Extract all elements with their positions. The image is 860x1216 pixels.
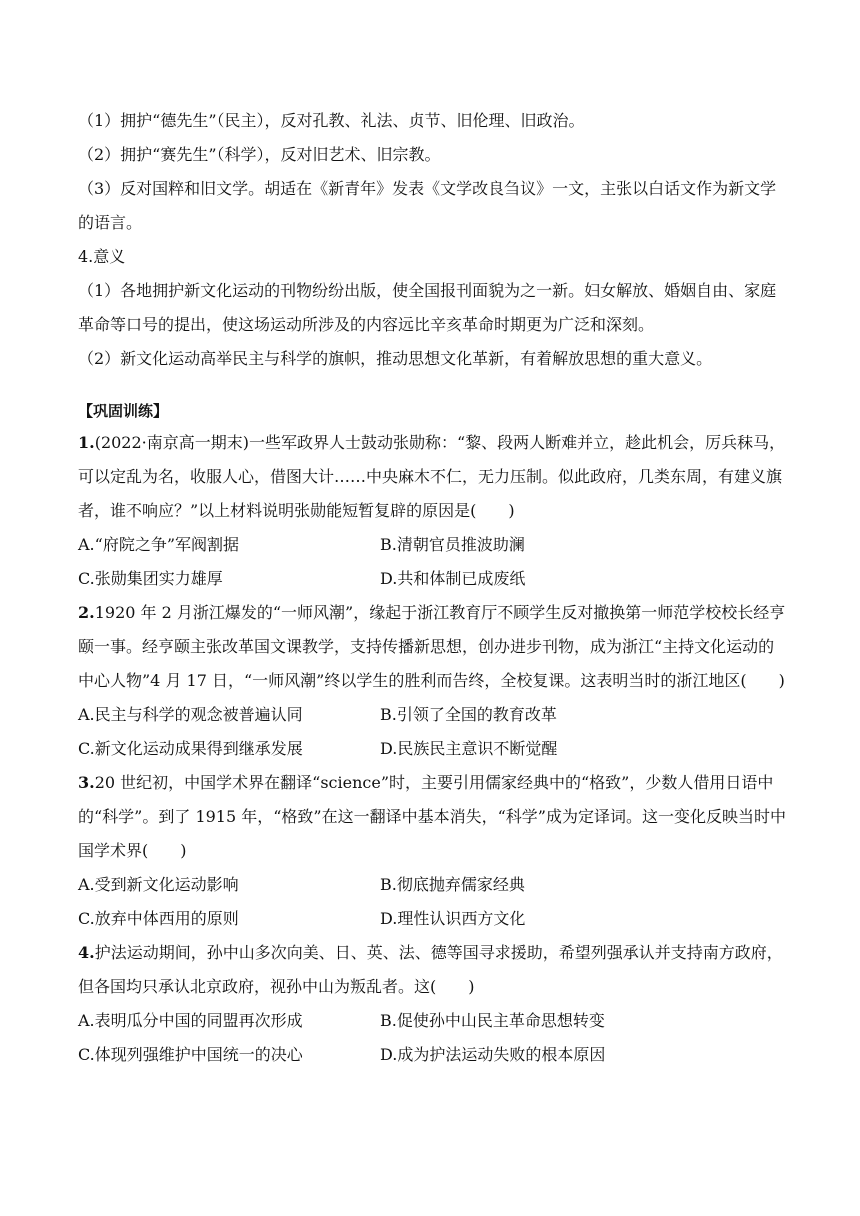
question-stem bbox=[78, 766, 788, 868]
option-b[interactable]: B.引领了全国的教育改革 bbox=[380, 705, 557, 724]
question-4 bbox=[78, 936, 788, 1072]
option-b[interactable]: B.彻底抛弃儒家经典 bbox=[380, 875, 525, 894]
question-options bbox=[78, 1004, 788, 1072]
content-point-2: （2）拥护“赛先生”（科学），反对旧艺术、旧宗教。 bbox=[78, 145, 441, 164]
question-stem bbox=[78, 936, 788, 1004]
question-options bbox=[78, 698, 788, 766]
question-stem bbox=[78, 596, 788, 698]
question-text: 护法运动期间，孙中山多次向美、日、英、法、德等国寻求援助，希望列强承认并支持南方政府，但各国均只承认北京政府，视孙中山为叛乱者。这( ) bbox=[78, 943, 783, 996]
option-c[interactable]: C.张勋集团实力雄厚 bbox=[78, 569, 223, 588]
question-options bbox=[78, 868, 788, 936]
option-d[interactable]: D.民族民主意识不断觉醒 bbox=[380, 739, 558, 758]
option-c[interactable]: C.新文化运动成果得到继承发展 bbox=[78, 739, 303, 758]
question-number: 1. bbox=[78, 433, 95, 452]
option-b[interactable]: B.促使孙中山民主革命思想转变 bbox=[380, 1011, 605, 1030]
content-point-3: （3）反对国粹和旧文学。胡适在《新青年》发表《文学改良刍议》一文，主张以白话文作为新文学的语言。 bbox=[78, 179, 777, 232]
option-a[interactable]: A.民主与科学的观念被普遍认同 bbox=[78, 705, 303, 724]
question-number: 2. bbox=[78, 603, 95, 622]
content-point-1: （1）拥护“德先生”（民主），反对孔教、礼法、贞节、旧伦理、旧政治。 bbox=[78, 111, 585, 130]
question-text: 1920 年 2 月浙江爆发的“一师风潮”，缘起于浙江教育厅不顾学生反对撤换第一师范学校校长经亨颐一事。经亨颐主张改革国文课教学，支持传播新思想，创办进步刊物，成为浙江“主持文化运动的中心人物”4 月 17 日，“一师风潮”终以学生的胜利而告终，全校复课。这表明当时的浙江地区( ) bbox=[78, 603, 786, 690]
question-3 bbox=[78, 766, 788, 936]
significance-point-1: （1）各地拥护新文化运动的刊物纷纷出版，使全国报刊面貌为之一新。妇女解放、婚姻自由、家庭革命等口号的提出，使这场运动所涉及的内容远比辛亥革命时期更为广泛和深刻。 bbox=[78, 281, 777, 334]
option-c[interactable]: C.放弃中体西用的原则 bbox=[78, 909, 239, 928]
question-number: 3. bbox=[78, 773, 95, 792]
question-1 bbox=[78, 426, 788, 596]
question-options bbox=[78, 528, 788, 596]
question-text: 20 世纪初，中国学术界在翻译“science”时，主要引用儒家经典中的“格致”，少数人借用日语中的“科学”。到了 1915 年，“格致”在这一翻译中基本消失，“科学”成为定译词。这一变化反映当时中国学术界( ) bbox=[78, 773, 786, 860]
option-b[interactable]: B.清朝官员推波助澜 bbox=[380, 535, 525, 554]
option-c[interactable]: C.体现列强维护中国统一的决心 bbox=[78, 1045, 303, 1064]
document-page bbox=[78, 104, 788, 1072]
option-a[interactable]: A.受到新文化运动影响 bbox=[78, 875, 239, 894]
option-d[interactable]: D.成为护法运动失败的根本原因 bbox=[380, 1045, 606, 1064]
practice-section-title: 【巩固训练】 bbox=[78, 402, 169, 420]
option-a[interactable]: A.表明瓜分中国的同盟再次形成 bbox=[78, 1011, 303, 1030]
option-d[interactable]: D.共和体制已成废纸 bbox=[380, 569, 526, 588]
question-2 bbox=[78, 596, 788, 766]
question-text: (2022·南京高一期末)一些军政界人士鼓动张勋称：“黎、段两人断难并立，趁此机会，厉兵秣马，可以定乱为名，收服人心，借图大计……中央麻木不仁，无力压制。似此政府，几类东周，有建义旗者，谁不响应？”以上材料说明张勋能短暂复辟的原因是( ) bbox=[78, 433, 786, 520]
option-d[interactable]: D.理性认识西方文化 bbox=[380, 909, 526, 928]
option-a[interactable]: A.“府院之争”军阀割据 bbox=[78, 535, 240, 554]
significance-point-2: （2）新文化运动高举民主与科学的旗帜，推动思想文化革新，有着解放思想的重大意义。 bbox=[78, 349, 713, 368]
significance-heading: 4.意义 bbox=[78, 247, 126, 266]
question-stem bbox=[78, 426, 788, 528]
question-number: 4. bbox=[78, 943, 95, 962]
